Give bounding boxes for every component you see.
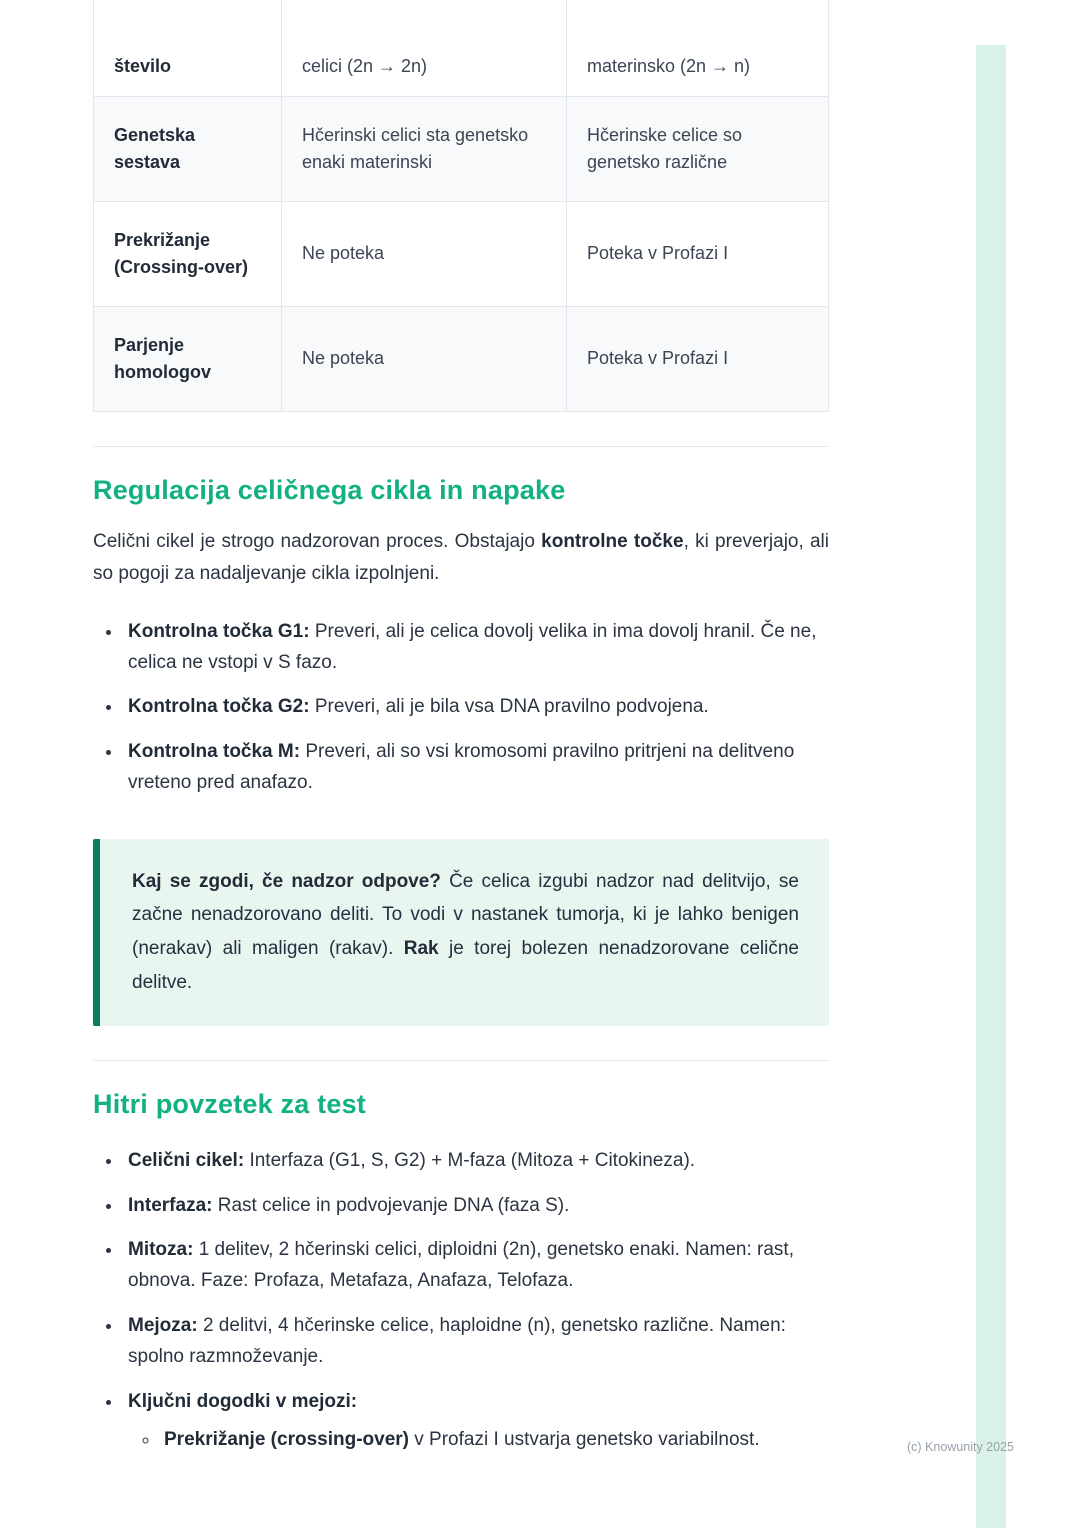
- row-label-cell: Prekrižanje (Crossing-over): [94, 201, 282, 306]
- table-row: [94, 96, 829, 201]
- bullet-lead: Mejoza:: [128, 1314, 198, 1336]
- bullet-lead: Prekrižanje (crossing-over): [164, 1429, 409, 1451]
- page-content: [93, 0, 829, 1470]
- meiosis-cell: Poteka v Profazi I: [567, 201, 829, 306]
- callout-bold-text: Rak: [403, 938, 439, 960]
- callout-lead: Kaj se zgodi, če nadzor odpove?: [132, 870, 441, 892]
- summary-item-meiosis: [123, 1311, 829, 1373]
- bullet-text: Rast celice in podvojevanje DNA (faza S).: [212, 1194, 570, 1216]
- section-divider: [93, 1060, 829, 1061]
- callout-text: Če celica izgubi nadzor nad delitvijo, se začne nenadzorovano deliti. To vodi v nastanek tumorja, ki je lahko benigen (nerakav) ali maligen (rakav).: [132, 870, 800, 960]
- row-label-cell: število: [94, 0, 282, 96]
- bullet-text: Preveri, ali so vsi kromosomi pravilno pritrjeni na delitveno vreteno pred anafazo.: [128, 741, 795, 793]
- summary-item-cell-cycle: [123, 1146, 829, 1177]
- bullet-text: Preveri, ali je celica dovolj velika in ima dovolj hranil. Če ne, celica ne vstopi v S fazo.: [128, 620, 817, 673]
- table-row: [94, 306, 829, 411]
- warning-callout: [93, 839, 829, 1026]
- table-row: [94, 0, 829, 96]
- page-edge-stripe: [976, 45, 1006, 1528]
- copyright-watermark: (c) Knowunity 2025: [906, 1440, 1014, 1454]
- meiosis-cell: Poteka v Profazi I: [567, 306, 829, 411]
- bullet-lead: Mitoza:: [128, 1239, 194, 1261]
- bullet-lead: Celični cikel:: [128, 1149, 245, 1171]
- bullet-lead: Kontrolna točka M:: [128, 741, 301, 763]
- mitosis-cell: Ne poteka: [282, 306, 567, 411]
- bullet-text: Interfaza (G1, S, G2) + M-faza (Mitoza + Citokineza).: [244, 1149, 696, 1171]
- checkpoint-item-m: [123, 737, 829, 799]
- mitosis-cell: Hčerinski celici sta genetsko enaki materinski: [282, 96, 567, 201]
- summary-item-interphase: [123, 1191, 829, 1222]
- summary-section-heading: Hitri povzetek za test: [93, 1088, 366, 1119]
- checkpoint-list: [93, 617, 829, 799]
- mitosis-cell: celici (2n → 2n): [282, 0, 567, 96]
- row-label-cell: Genetska sestava: [94, 96, 282, 201]
- checkpoint-item-g2: [123, 692, 829, 723]
- callout-text: je torej bolezen nenadzorovane celične delitve.: [132, 938, 799, 994]
- regulation-intro-paragraph: [93, 526, 829, 591]
- meiosis-cell: Hčerinske celice so genetsko različne: [567, 96, 829, 201]
- intro-bold-text: kontrolne točke: [541, 530, 684, 552]
- bullet-lead: Ključni dogodki v mejozi:: [128, 1390, 358, 1412]
- regulation-section-heading: Regulacija celičnega cikla in napake: [93, 474, 566, 505]
- table-row: [94, 201, 829, 306]
- intro-text: , ki preverjajo, ali so pogoji za nadaljevanje cikla izpolnjeni.: [93, 530, 829, 585]
- checkpoint-item-g1: [123, 617, 829, 679]
- row-label-cell: Parjenje homologov: [94, 306, 282, 411]
- summary-list: [93, 1146, 829, 1456]
- intro-text: Celični cikel je strogo nadzorovan proces. Obstajajo: [93, 530, 542, 552]
- key-events-sublist: [128, 1425, 829, 1456]
- summary-item-mitosis: [123, 1235, 829, 1297]
- sub-item-crossing-over: [160, 1425, 829, 1456]
- bullet-text: v Profazi I ustvarja genetsko variabilnost.: [408, 1429, 760, 1451]
- bullet-lead: Kontrolna točka G2:: [128, 696, 310, 718]
- summary-item-key-events: [123, 1387, 829, 1457]
- bullet-text: 2 delitvi, 4 hčerinske celice, haploidne (n), genetsko različne. Namen: spolno razmnoževanje.: [128, 1314, 786, 1367]
- section-divider: [93, 446, 829, 447]
- bullet-text: Preveri, ali je bila vsa DNA pravilno podvojena.: [309, 696, 709, 718]
- bullet-lead: Kontrolna točka G1:: [128, 620, 310, 642]
- bullet-text: 1 delitev, 2 hčerinski celici, diploidni (2n), genetsko enaki. Namen: rast, obnova. Faze: Profaza, Metafaza, Anafaza, Telofaza.: [128, 1239, 794, 1292]
- meiosis-cell: materinsko (2n → n): [567, 0, 829, 96]
- comparison-table: [93, 0, 829, 412]
- mitosis-cell: Ne poteka: [282, 201, 567, 306]
- bullet-lead: Interfaza:: [128, 1194, 213, 1216]
